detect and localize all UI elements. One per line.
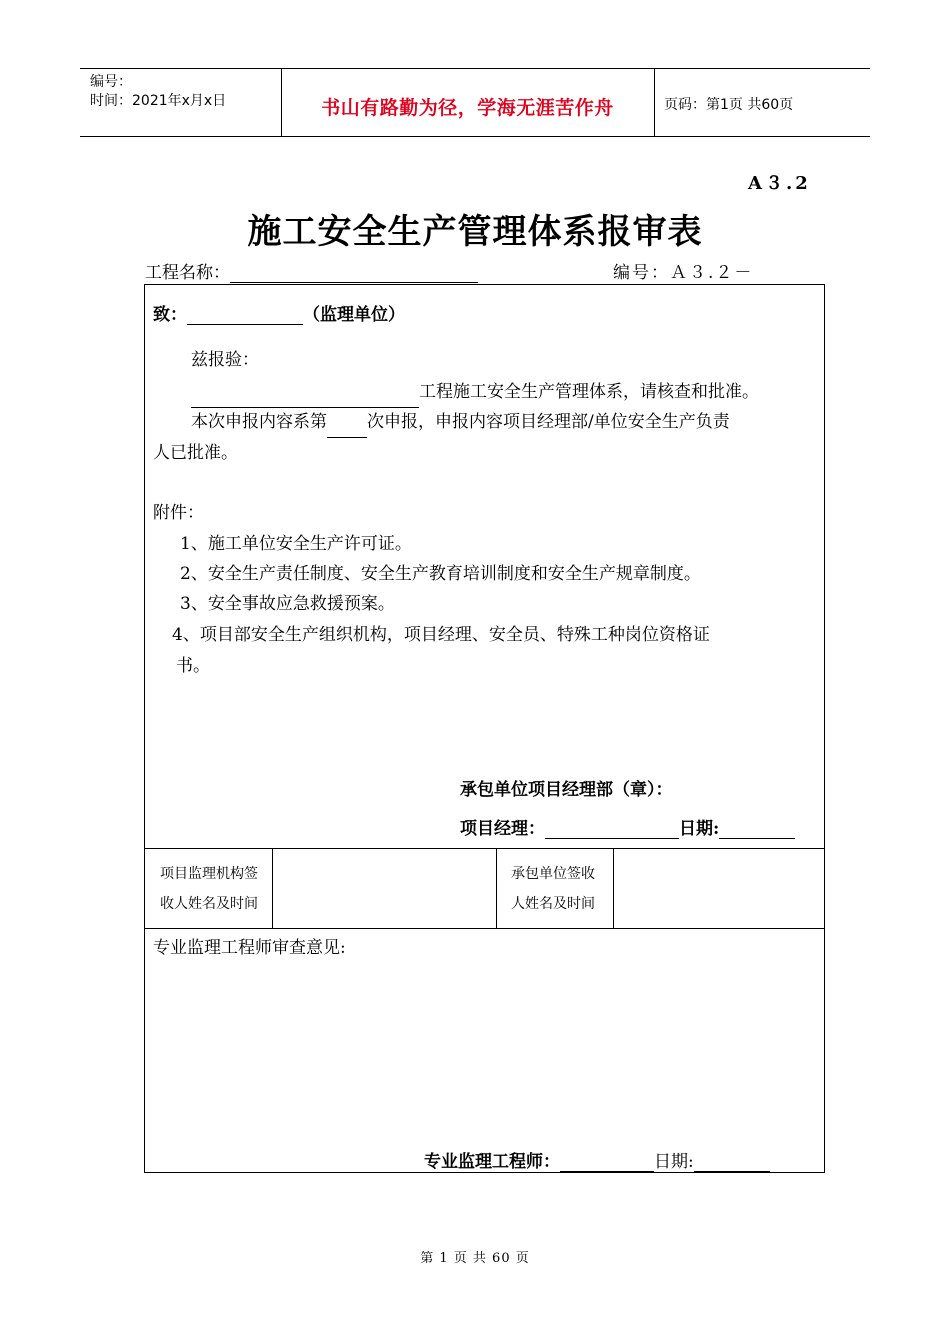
to-line bbox=[153, 300, 405, 325]
engineer-date-label: 日期: bbox=[654, 1152, 694, 1172]
body-line-2-prefix: 本次申报内容系第 bbox=[191, 412, 327, 432]
contractor-receipt-field[interactable] bbox=[614, 849, 824, 928]
body-line-3: 人已批准。 bbox=[153, 443, 238, 463]
engineer-signature-row bbox=[424, 1147, 770, 1172]
contractor-receipt-label-1: 承包单位签收 bbox=[511, 866, 595, 882]
form-code: A３.2 bbox=[748, 173, 811, 194]
header-motto: 书山有路勤为径，学海无涯苦作舟 bbox=[321, 97, 614, 119]
receipt-col-2 bbox=[496, 848, 497, 928]
form-row-divider-2 bbox=[144, 928, 825, 929]
pm-date-blank[interactable] bbox=[719, 820, 795, 839]
project-name-row bbox=[145, 258, 478, 283]
engineer-label: 专业监理工程师： bbox=[424, 1152, 560, 1172]
form-number: 编号：Ａ３.２－ bbox=[613, 263, 754, 283]
header-divider-2 bbox=[654, 69, 655, 136]
attachment-item-1: 1、施工单位安全生产许可证。 bbox=[180, 534, 412, 554]
pm-date-label: 日期: bbox=[679, 819, 720, 839]
body-line-2-suffix: 次申报，申报内容项目经理部/单位安全生产负责 bbox=[367, 412, 730, 432]
engineer-blank[interactable] bbox=[560, 1153, 654, 1172]
to-suffix: （监理单位） bbox=[303, 305, 405, 325]
header-number-label: 编号： bbox=[90, 74, 132, 90]
attachment-item-3: 3、安全事故应急救援预案。 bbox=[180, 594, 395, 614]
supervision-receipt-label-1: 项目监理机构签 bbox=[160, 866, 258, 882]
header-top-rule bbox=[80, 68, 870, 69]
greeting: 兹报验： bbox=[191, 350, 259, 370]
body-line-2 bbox=[191, 406, 730, 438]
project-name-label: 工程名称： bbox=[145, 263, 230, 283]
body-line-1 bbox=[191, 376, 759, 408]
header-bottom-rule bbox=[80, 136, 870, 137]
project-blank[interactable] bbox=[191, 385, 419, 408]
body-line-1-text: 工程施工安全生产管理体系，请核查和批准。 bbox=[419, 382, 759, 402]
contractor-seal: 承包单位项目经理部（章）： bbox=[460, 780, 673, 800]
supervision-receipt-field[interactable] bbox=[273, 849, 495, 928]
header-time: 时间：2021年x月x日 bbox=[90, 93, 227, 109]
supervision-receipt-label-2: 收人姓名及时间 bbox=[160, 896, 258, 912]
to-blank[interactable] bbox=[187, 306, 303, 325]
attachment-item-4-cont: 书。 bbox=[176, 656, 210, 676]
pm-label: 项目经理： bbox=[460, 819, 545, 839]
submission-count-blank[interactable] bbox=[327, 415, 367, 438]
project-name-blank[interactable] bbox=[230, 264, 478, 283]
page-footer: 第 1 页 共 60 页 bbox=[420, 1251, 530, 1266]
form-title: 施工安全生产管理体系报审表 bbox=[247, 212, 703, 252]
opinion-label: 专业监理工程师审查意见: bbox=[153, 938, 346, 958]
contractor-receipt-label-2: 人姓名及时间 bbox=[511, 896, 595, 912]
attachment-item-2: 2、安全生产责任制度、安全生产教育培训制度和安全生产规章制度。 bbox=[180, 564, 701, 584]
header-page-info: 页码：第1页 共60页 bbox=[664, 97, 794, 113]
engineer-date-blank[interactable] bbox=[694, 1153, 770, 1172]
attachments-label: 附件： bbox=[153, 503, 204, 523]
to-label: 致： bbox=[153, 305, 187, 325]
pm-signature-row bbox=[460, 814, 795, 839]
pm-blank[interactable] bbox=[545, 820, 679, 839]
attachment-item-4: 4、项目部安全生产组织机构，项目经理、安全员、特殊工种岗位资格证 bbox=[172, 625, 710, 645]
opinion-field[interactable] bbox=[150, 965, 820, 1135]
